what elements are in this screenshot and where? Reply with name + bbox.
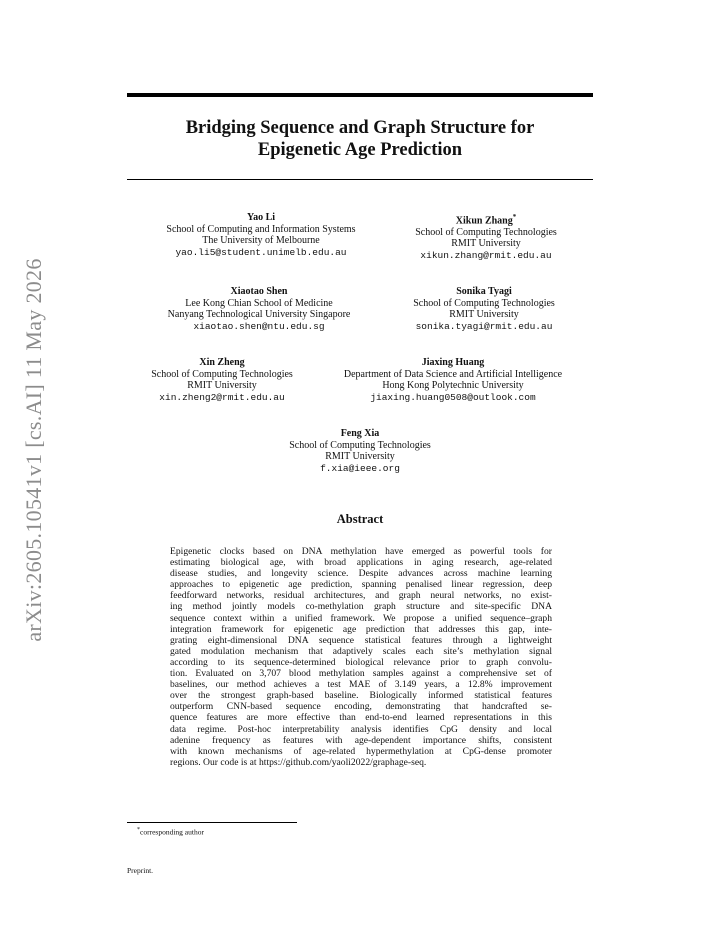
author-name: Jiaxing Huang	[421, 357, 485, 368]
author-email: jiaxing.huang0508@outlook.com	[370, 391, 536, 403]
abstract-line: tion. Evaluated on 3,707 blood methylation samples against a comprehensive set of	[170, 668, 552, 680]
author-institution: The University of Melbourne	[202, 235, 320, 246]
abstract-line: over the strongest graph-based baseline. Biologically informed statistical features	[170, 690, 552, 702]
author-institution: RMIT University	[449, 309, 519, 320]
title-top-rule	[127, 93, 593, 97]
author-affiliation: Department of Data Science and Artificial Intelligence	[343, 368, 563, 380]
author-name: Sonika Tyagi	[456, 286, 512, 297]
author-name: Xin Zheng	[199, 357, 245, 368]
author-block	[151, 357, 293, 403]
abstract-line: Epigenetic clocks based on DNA methylation have emerged as powerful tools for	[170, 546, 552, 557]
abstract-line: quence features are more effective than end-to-end learned representations in this	[170, 712, 552, 724]
author-email: yao.li5@student.unimelb.edu.au	[175, 246, 347, 258]
abstract-line: grating eight-dimensional DNA sequence statistical features through a lightweight	[170, 634, 552, 646]
title-bottom-rule	[127, 179, 593, 180]
footnote-rule	[127, 822, 297, 823]
author-name: Xikun Zhang*	[455, 213, 517, 227]
author-email: f.xia@ieee.org	[320, 462, 400, 474]
author-block	[168, 286, 351, 332]
paper-title	[127, 117, 593, 161]
author-affiliation: School of Computing Technologies	[413, 297, 555, 309]
abstract-line: approaches to epigenetic age prediction, spanning penalised linear regression, deep	[170, 579, 552, 591]
abstract-line: gated modulation mechanism that adaptively scales each site’s methylation signal	[170, 645, 552, 657]
abstract-line: with known mechanisms of age-related hypermethylation at CpG-dense promoter	[170, 745, 552, 757]
author-block	[289, 428, 431, 474]
abstract-heading: Abstract	[336, 512, 384, 526]
author-affiliation: School of Computing and Information Systems	[166, 223, 356, 235]
author-block	[344, 357, 562, 403]
author-institution: Nanyang Technological University Singapore	[167, 309, 351, 320]
arxiv-id-text: arXiv:2605.10541v1 [cs.AI] 11 May 2026	[21, 258, 46, 642]
author-email: sonika.tyagi@rmit.edu.au	[415, 320, 553, 332]
abstract-line: data regime. Post-hoc interpretability analysis identifies CpG density and local	[170, 723, 552, 735]
abstract-line: outperform CNN-based sequence encoding, demonstrating that handcrafted se-	[170, 701, 552, 713]
title-line-2: Epigenetic Age Prediction	[257, 140, 463, 160]
author-affiliation: School of Computing Technologies	[415, 226, 557, 238]
abstract-line: disease studies, and longevity science. Despite advances across machine learning	[170, 568, 552, 580]
preprint-label: Preprint.	[127, 866, 154, 875]
abstract-line: baselines, our method achieves a test MAE of 3.149 years, a 12.8% improvement	[170, 679, 552, 691]
abstract-line: adenine frequency as features with age-dependent importance shifts, consistent	[170, 734, 552, 746]
abstract-line: feedforward networks, residual architectures, and graph neural networks, no exist-	[170, 590, 552, 602]
author-institution: Hong Kong Polytechnic University	[382, 380, 524, 391]
footnote-text: corresponding author	[140, 827, 204, 837]
author-name: Yao Li	[246, 212, 276, 223]
abstract-line: sequence context within a unified framework. We propose a unified sequence–graph	[170, 612, 552, 624]
author-name: Feng Xia	[340, 428, 380, 439]
abstract-line: estimating biological age, with broad applications in aging research, age-related	[170, 557, 552, 569]
footnote-mark: *	[137, 827, 140, 833]
author-email: xikun.zhang@rmit.edu.au	[420, 249, 552, 261]
abstract-line: regions. Our code is at https://github.com/yaoli2022/graphage-seq.	[170, 756, 427, 768]
title-line-1: Bridging Sequence and Graph Structure for	[185, 118, 535, 138]
author-institution: RMIT University	[451, 238, 521, 250]
author-affiliation: School of Computing Technologies	[151, 368, 293, 380]
abstract-line: ing method jointly models co-methylation graph structure and site-specific DNA	[170, 601, 552, 613]
author-affiliation: School of Computing Technologies	[289, 439, 431, 451]
footnote	[137, 827, 204, 837]
abstract-line: integration framework for epigenetic age prediction that addresses this gap, inte-	[170, 623, 552, 635]
author-institution: RMIT University	[187, 380, 257, 391]
author-block	[413, 286, 555, 332]
author-affiliation: Lee Kong Chian School of Medicine	[185, 297, 333, 309]
author-block	[415, 212, 557, 261]
author-email: xin.zheng2@rmit.edu.au	[159, 391, 285, 403]
author-name: Xiaotao Shen	[230, 286, 288, 297]
abstract-line: according to its sequence-determined biological relevance prior to graph convolu-	[170, 656, 552, 668]
author-block	[166, 212, 355, 258]
author-email: xiaotao.shen@ntu.edu.sg	[193, 320, 325, 332]
author-institution: RMIT University	[325, 451, 395, 462]
abstract-body	[170, 546, 552, 768]
